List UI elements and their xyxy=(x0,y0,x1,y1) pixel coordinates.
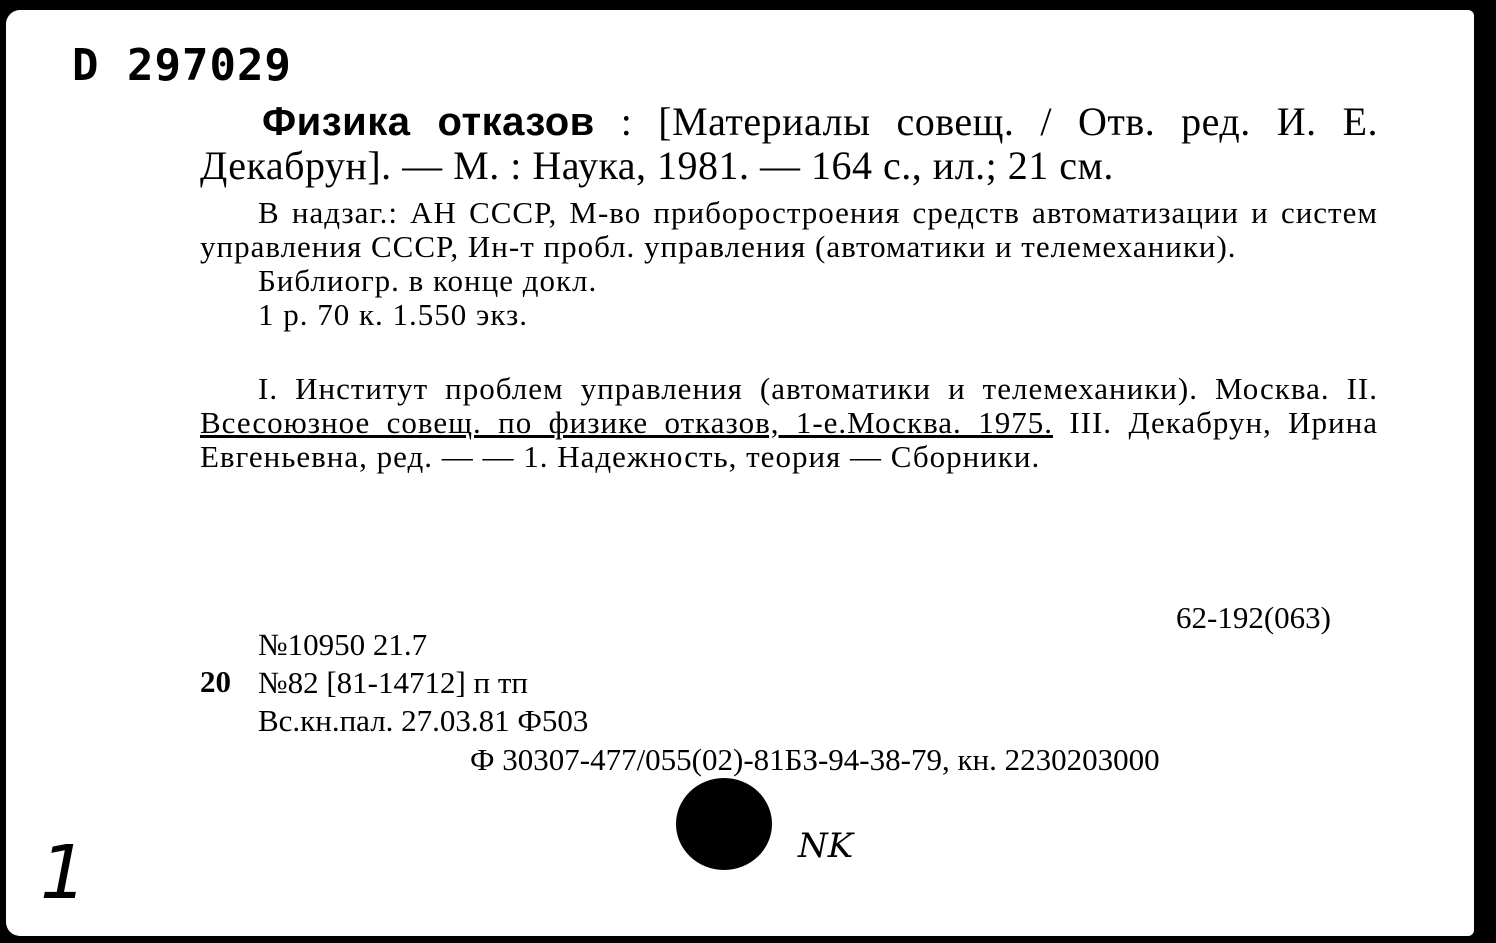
card-stats xyxy=(258,626,588,740)
stats-line-2: №82 [81-14712] п тп xyxy=(258,665,529,700)
stats-line-1: №10950 21.7 xyxy=(258,627,428,662)
call-number: D 297029 xyxy=(72,40,292,91)
stats-line-3: Вс.кн.пал. 27.03.81 Ф503 xyxy=(258,703,589,738)
bibliographic-description xyxy=(200,100,1378,188)
punched-hole xyxy=(676,778,772,870)
handwritten-number: 1 xyxy=(40,830,88,916)
card-edge xyxy=(1474,0,1496,943)
stats-prefix: 20 xyxy=(200,664,231,699)
f-code: Ф 30307-477/055(02)-81БЗ-94-38-79, кн. 2230203000 xyxy=(470,742,1160,777)
card-body xyxy=(200,100,1378,505)
tracing-part1: I. Институт проблем управления (автоматики и телемеханики). Москва. II. xyxy=(258,371,1378,406)
note-header: В надзаг.: АН СССР, М-во приборостроения средств автоматизации и систем управления СССР, Ин-т пробл. управления (автоматики и телемеханики). xyxy=(200,195,1378,264)
publication-details: : [Материалы совещ. / Отв. ред. И. Е. Декабрун]. — М. : Наука, 1981. — 164 с., ил.; 21 см. xyxy=(200,99,1378,188)
classification-code: 62-192(063) xyxy=(1176,600,1331,635)
note-price: 1 р. 70 к. 1.550 экз. xyxy=(258,297,529,332)
handwritten-initials: NK xyxy=(798,826,854,866)
tracings xyxy=(200,372,1378,474)
book-title: Физика отказов xyxy=(262,100,595,144)
tracing-part2: III. Декабрун, Ирина Евгеньевна, ред. — — 1. Надежность, теория — Сборники. xyxy=(200,405,1378,474)
note-bibliography: Библиогр. в конце докл. xyxy=(258,263,598,298)
tracing-underlined: Всесоюзное совещ. по физике отказов, 1-е.Москва. 1975. xyxy=(200,405,1053,440)
notes xyxy=(200,196,1378,332)
